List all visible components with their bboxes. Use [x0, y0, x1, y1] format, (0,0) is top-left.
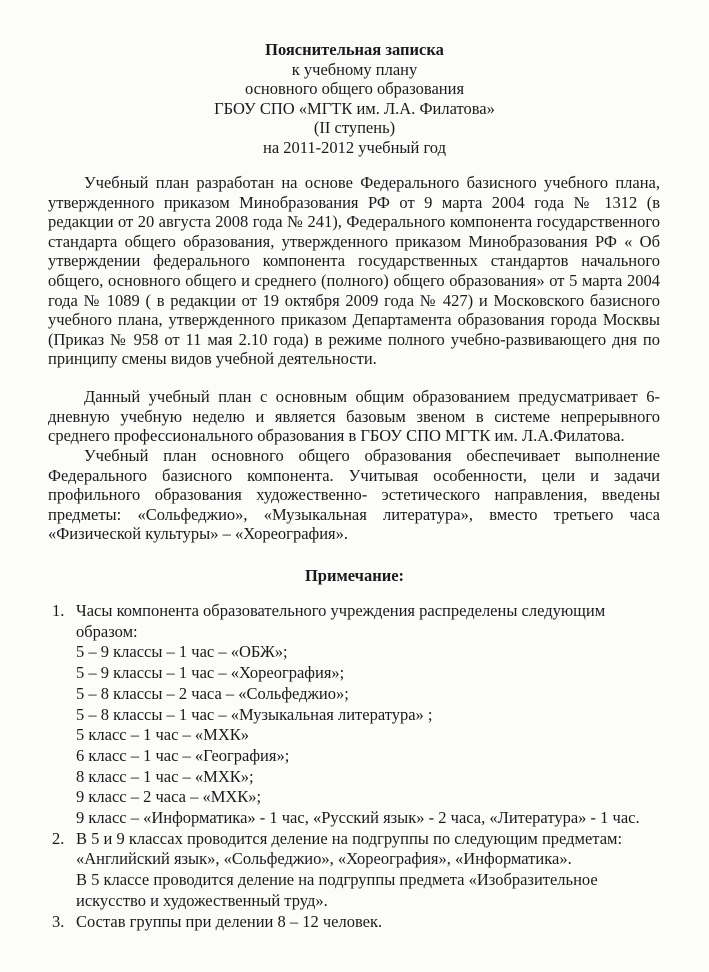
header-line: основного общего образования — [244, 79, 465, 98]
header-line: ГБОУ СПО «МГТК им. Л.А. Филатова» — [214, 98, 495, 118]
hours-line: 9 класс – «Информатика» - 1 час, «Русский язык» - 2 часа, «Литература» - 1 час. — [76, 808, 640, 828]
list-text: «Английский язык», «Сольфеджио», «Хореография», «Информатика». — [76, 849, 572, 869]
list-number: 2. — [52, 828, 65, 848]
header-line: к учебному плану — [291, 59, 418, 79]
header-line: (II ступень) — [313, 118, 396, 137]
document-title: Пояснительная записка — [265, 40, 444, 59]
document-header — [0, 40, 709, 157]
list-item — [48, 829, 668, 912]
hours-line: 8 класс – 1 час – «МХК»; — [76, 766, 254, 786]
list-text: В 5 и 9 классах проводится деление на подгруппы по следующим предметам: — [76, 828, 623, 848]
list-item — [48, 912, 668, 933]
note-heading: Примечание: — [304, 566, 405, 585]
list-number: 3. — [52, 911, 65, 931]
list-number: 1. — [52, 601, 65, 620]
hours-line: 5 класс – 1 час – «МХК» — [76, 725, 250, 745]
list-text: образом: — [76, 621, 138, 641]
hours-line: 9 класс – 2 часа – «МХК»; — [76, 787, 262, 807]
paragraph-basis: Учебный план разработан на основе Федерального базисного учебного плана, утвержденного приказом Минобразования РФ от 9 марта 2004 года № 1312 (в редакции от 20 августа 2008 года № 241), Федерального компонента государственного стандарта общего образования, утвержденного приказом Минобразования РФ « Об утверждении федерального компонента государственных стандартов начального общего, основного общего и среднего (полного) общего образования» от 5 марта 2004 года № 1089 ( в редакции от 19 октября 2009 года № 427) и Московского базисного учебного плана, утвержденного приказом Департамента образования города Москвы (Приказ № 958 от 11 мая 2.10 года) в режиме полного учебно-развивающего дня по принципу смены видов учебной деятельности. — [48, 173, 660, 369]
list-text: Часы компонента образовательного учреждения распределены следующим — [76, 601, 606, 620]
hours-line: 5 – 8 классы – 1 час – «Музыкальная литература» ; — [76, 704, 433, 724]
list-text: В 5 классе проводится деление на подгруппы предмета «Изобразительное — [76, 870, 598, 890]
hours-line: 5 – 9 классы – 1 час – «Хореография»; — [76, 663, 345, 683]
list-text: Состав группы при делении 8 – 12 человек. — [76, 911, 383, 931]
hours-line: 5 – 8 классы – 2 часа – «Сольфеджио»; — [76, 683, 349, 703]
list-item — [48, 601, 668, 829]
paragraph-week: Данный учебный план с основным общим образованием предусматривает 6-дневную учебную неделю и является базовым звеном в системе непрерывного среднего профессионального образования в ГБОУ СПО МГТК им. Л.А.Филатова. — [48, 387, 660, 446]
notes-list — [48, 601, 668, 932]
list-text: искусство и художественный труд». — [76, 890, 328, 910]
header-line: на 2011-2012 учебный год — [263, 137, 446, 157]
hours-line: 6 класс – 1 час – «География»; — [76, 745, 290, 765]
hours-line: 5 – 9 классы – 1 час – «ОБЖ»; — [76, 642, 288, 662]
paragraph-subjects: Учебный план основного общего образования обеспечивает выполнение Федерального базисного компонента. Учитывая особенности, цели и задачи профильного образования художественно- эстетического направления, введены предметы: «Сольфеджио», «Музыкальная литература», вместо третьего часа «Физической культуры» – «Хореография». — [48, 446, 660, 544]
